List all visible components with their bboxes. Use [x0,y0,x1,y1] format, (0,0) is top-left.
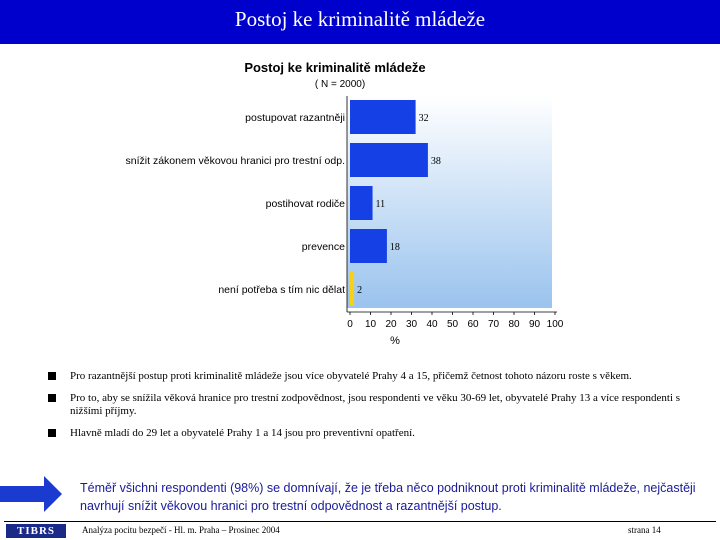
bullet-text: Pro to, aby se snížila věková hranice pro trestní zodpovědnost, jsou respondenti ve věku 30-69 let, obyvatelé Prahy 13 a více respondenti s nižšími příjmy. [70,392,681,417]
bullet-item [48,370,698,383]
x-tick-label: 60 [467,319,479,330]
page-number: strana 14 [628,525,661,535]
bullet-text: Pro razantnější postup proti kriminalitě mládeže jsou více obyvatelé Prahy 4 a 15, přičemž četnost tohoto názoru roste s věkem. [70,370,632,382]
category-label: není potřeba s tím nic dělat [218,284,345,296]
x-axis-label: % [390,335,400,347]
square-bullet-icon [48,429,56,437]
x-tick-label: 40 [426,319,438,330]
square-bullet-icon [48,372,56,380]
x-tick-label: 70 [487,319,500,330]
slide-title: Postoj ke kriminalitě mládeže [234,7,486,31]
bullet-text: Hlavně mladí do 29 let a obyvatelé Prahy 1 a 14 jsou pro preventivní opatření. [70,427,415,439]
bullet-item [48,427,698,440]
bar [350,272,354,306]
bullet-item [48,392,698,418]
chart-title: Postoj ke kriminalitě mládeže [244,60,426,75]
bar [350,229,387,263]
data-label: 2 [357,285,363,296]
x-tick-label: 0 [347,319,353,330]
bar [350,100,416,134]
bar [350,143,428,177]
x-tick-label: 20 [385,319,397,330]
x-tick-label: 80 [508,319,520,330]
data-label: 32 [418,113,429,124]
data-label: 38 [430,156,441,167]
bar-chart [0,50,720,350]
x-tick-label: 100 [546,319,564,330]
category-label: postupovat razantněji [245,112,345,124]
footer-divider [4,521,716,522]
bullet-list [48,370,698,449]
x-tick-label: 30 [405,319,418,330]
company-logo [6,524,66,538]
summary-text: Téměř všichni respondenti (98%) se domnívají, že je třeba něco podniknout proti kriminalitě mládeže, nejčastěji navrhují snížit věkovou hranici pro trestní odpovědnost a razantnější postup. [80,481,696,513]
logo-text: TIBRS [16,525,56,537]
data-label: 18 [389,242,400,253]
category-label: postihovat rodiče [265,198,345,210]
chart-subtitle: ( N = 2000) [314,79,366,90]
footer-caption: Analýza pocitu bezpečí - Hl. m. Praha – Prosinec 2004 [82,525,280,535]
square-bullet-icon [48,394,56,402]
slide-title-bar [0,0,720,44]
x-tick-label: 50 [446,319,459,330]
arrow-right-icon [0,474,62,514]
category-label: prevence [301,241,345,253]
x-tick-label: 90 [528,319,541,330]
category-label: snížit zákonem věkovou hranici pro trestní odp. [125,155,345,167]
data-label: 11 [375,199,386,210]
bar [350,186,373,220]
x-tick-label: 10 [364,319,377,330]
